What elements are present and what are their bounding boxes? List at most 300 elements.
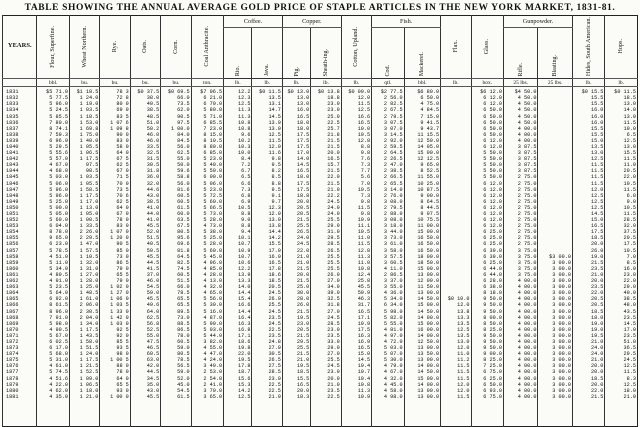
table-cell: 1 21.0 [79, 393, 99, 400]
table-cell: 10.8 [357, 265, 371, 272]
table-cell: 2 75.0 [517, 235, 537, 242]
table-cell: 14.5 [623, 320, 636, 327]
table-cell: 5 30.0 [383, 357, 403, 364]
table-cell: 23.5 [268, 332, 281, 339]
table-cell: 1834 [6, 107, 19, 114]
table-cell: 1 17.5 [79, 326, 99, 333]
unit-cell: bbl. [37, 79, 69, 87]
table-cell: 16.0 [623, 265, 636, 272]
table-cell: 78.0 [177, 332, 190, 339]
table-cell: 1837 [6, 125, 19, 132]
table-cell: 5 34.0 [383, 296, 403, 303]
table-cell: 3 37.0 [383, 278, 403, 285]
table-cell: 24.5 [268, 308, 281, 315]
table-cell: 19.9 [357, 320, 371, 327]
table-cell: 1 17.5 [79, 192, 99, 199]
table-cell: 28.0 [296, 296, 310, 303]
cotton-label: Cotton, Upland. [352, 26, 360, 67]
table-cell: 21.0 [327, 186, 340, 193]
table-cell: 5 23.0 [203, 156, 223, 163]
table-cell: 65 5 [116, 381, 129, 388]
data-row [3, 87, 638, 427]
table-cell: 12.5 [623, 381, 636, 388]
flax-values [441, 89, 470, 400]
table-cell: 2 65.5 [383, 180, 403, 187]
table-cell: 13 00.0 [417, 271, 440, 278]
table-cell: 11 00.0 [417, 223, 440, 230]
table-cell: 11.5 [457, 375, 470, 382]
table-cell: 2 26.5 [383, 156, 403, 163]
table-cell: 3 82.0 [203, 338, 223, 345]
table-cell: 79 0 [116, 265, 129, 272]
table-cell: 6 23.0 [49, 241, 68, 248]
table-cell: 15.0 [590, 137, 604, 144]
table-cell: 19.5 [590, 332, 604, 339]
table-cell: 45.5 [146, 393, 160, 400]
table-cell: 1 05.5 [79, 143, 99, 150]
table-cell: 56.8 [146, 320, 160, 327]
table-cell: 3 75.0 [517, 271, 537, 278]
table-cell: 1854 [6, 229, 19, 236]
table-cell: 16.5 [327, 156, 340, 163]
table-cell: 1 58.0 [79, 338, 99, 345]
table-cell: 5 06.0 [203, 180, 223, 187]
table-cell: 16.0 [268, 253, 281, 260]
table-cell: 6 50.0 [483, 125, 502, 132]
table-cell: 28.5 [268, 369, 281, 376]
rio-values [224, 89, 251, 400]
table-cell: 15.5 [590, 95, 604, 102]
table-cell: 12.5 [357, 107, 371, 114]
table-cell: 24.5 [296, 241, 310, 248]
table-cell: 13.3 [457, 314, 470, 321]
table-cell: 1842 [6, 156, 19, 163]
years-label: YEARS. [7, 42, 32, 50]
table-cell: 9 50.0 [483, 338, 502, 345]
table-cell: 6.5 [241, 174, 251, 181]
table-cell: 6 28.0 [483, 278, 502, 285]
table-cell: 92 5 [116, 326, 129, 333]
table-cell: 1 48.5 [79, 290, 99, 297]
table-cell: 38.5 [146, 198, 160, 205]
table-cell: 45.5 [146, 223, 160, 230]
cotton-values [342, 89, 371, 400]
table-cell: 29.5 [623, 351, 636, 358]
table-cell: 1 07 0 [110, 229, 129, 236]
table-cell: 88.5 [177, 320, 190, 327]
table-cell: 4 67.0 [383, 369, 403, 376]
table-cell: 1861 [6, 271, 19, 278]
table-cell: 6 85.5 [203, 119, 223, 126]
table-cell: 5 50.0 [483, 168, 502, 175]
table-cell: 20.0 [590, 241, 604, 248]
table-cell: 10.1 [238, 235, 251, 242]
table-cell: 1 24.0 [79, 95, 99, 102]
table-cell: 98 0 [116, 351, 129, 358]
fish-group: Fish. [372, 16, 441, 28]
table-cell: 29.0 [623, 284, 636, 291]
table-cell: 3 00.0 [552, 302, 571, 309]
table-cell: 1 32.0 [79, 259, 99, 266]
table-cell: 9 00.0 [420, 192, 440, 199]
table-cell: 1876 [6, 363, 19, 370]
table-cell: 3 00.0 [552, 290, 571, 297]
table-cell: 44.6 [146, 186, 160, 193]
table-cell: 6 25.0 [483, 259, 502, 266]
table-cell: 70 0 [116, 180, 129, 187]
table-cell: 6 50.0 [420, 95, 440, 102]
table-cell: 10.6 [238, 259, 251, 266]
table-cell: 6 25.0 [483, 375, 502, 382]
glass-label: Glass. [483, 38, 491, 55]
table-cell: 2 41.0 [203, 381, 223, 388]
rio-label: Rio. [234, 65, 241, 77]
table-cell: 46.0 [146, 131, 160, 138]
table-cell: 1871 [6, 332, 19, 339]
table-cell: 43.0 [146, 192, 160, 199]
table-cell: 85 0 [116, 247, 129, 254]
table-cell: 17.5 [590, 229, 604, 236]
table-cell: 4 00.0 [517, 131, 537, 138]
table-cell: 4 00.0 [517, 338, 537, 345]
table-cell: 18.5 [268, 278, 281, 285]
table-cell: 16.5 [296, 168, 310, 175]
table-cell: 55.0 [146, 332, 160, 339]
years-column [3, 87, 37, 427]
table-cell: 3 57.5 [383, 253, 403, 260]
table-cell: 97.5 [177, 119, 190, 126]
table-cell: 21.5 [296, 217, 310, 224]
table-cell: 15 00.0 [417, 302, 440, 309]
table-cell: 1 21.5 [79, 363, 99, 370]
cod-label: Cod. [384, 64, 391, 77]
table-cell: 2 67.5 [383, 107, 403, 114]
table-cell: 5 24.5 [49, 107, 68, 114]
table-cell: 9 50.0 [483, 308, 502, 315]
table-cell: 4 50.0 [517, 107, 537, 114]
table-cell: 21.5 [590, 259, 604, 266]
table-cell: 2 75.0 [517, 217, 537, 224]
table-cell: 4 51.6 [49, 375, 68, 382]
table-cell: 9.0 [241, 217, 251, 224]
table-cell: 15 00.0 [417, 265, 440, 272]
table-cell: 20.5 [296, 204, 310, 211]
wheat-label: Wheat Northern. [80, 25, 88, 68]
table-cell: 19.0 [590, 253, 604, 260]
table-cell: 90 0 [116, 131, 129, 138]
table-cell: 4 00.0 [517, 369, 537, 376]
table-cell: 1 69.8 [79, 125, 99, 132]
table-cell: 6 25.0 [483, 235, 502, 242]
coal-column [191, 87, 223, 427]
table-cell: 6 39.0 [483, 253, 502, 260]
table-cell: 51.5 [146, 235, 160, 242]
table-cell: 9.5 [271, 186, 281, 193]
table-cell: 9.8 [360, 150, 371, 157]
table-cell: 34.0 [327, 284, 340, 291]
table-cell: 4 50.0 [517, 119, 537, 126]
table-cell: 11.5 [268, 137, 281, 144]
table-cell: 16.8 [238, 326, 251, 333]
table-cell: 48.5 [146, 113, 160, 120]
table-cell: 46.0 [146, 137, 160, 144]
table-cell: 8 25.0 [483, 326, 502, 333]
table-cell: 10.5 [357, 186, 371, 193]
table-cell: 1 17.0 [79, 198, 99, 205]
table-cell: 21.0 [327, 381, 340, 388]
table-cell: 12.5 [238, 101, 251, 108]
table-cell: 10.4 [357, 375, 371, 382]
table-cell: 9 50.0 [483, 332, 502, 339]
table-cell: 9.4 [241, 229, 251, 236]
table-cell: 26.0 [268, 296, 281, 303]
table-cell: 16.5 [590, 223, 604, 230]
table-cell: 23.0 [327, 326, 340, 333]
table-cell: 3 00.0 [552, 314, 571, 321]
table-cell: 64 0 [116, 375, 129, 382]
table-cell: 92 0 [116, 332, 129, 339]
table-cell: 2 79.5 [383, 204, 403, 211]
table-cell: 6 50.0 [483, 131, 502, 138]
table-cell: 17.5 [296, 137, 310, 144]
table-cell: 3 00.0 [552, 357, 571, 364]
table-cell: 24.5 [327, 314, 340, 321]
hides-label: Hides, South American. [584, 17, 592, 77]
table-cell: 5 96.0 [49, 101, 68, 108]
table-cell: 4 81.0 [383, 326, 403, 333]
table-cell: 11.5 [590, 168, 604, 175]
table-cell: 1865 [6, 296, 19, 303]
table-cell: 5 29.5 [49, 143, 68, 150]
table-cell: 4 24.0 [203, 357, 223, 364]
table-cell: 50.5 [146, 247, 160, 254]
table-cell: 5 60.0 [49, 217, 68, 224]
table-cell: 37.5 [623, 229, 636, 236]
table-cell: 14.4 [238, 290, 251, 297]
table-cell: 11.3 [357, 253, 371, 260]
table-cell: 33.5 [146, 143, 160, 150]
table-cell: 1 06.5 [79, 150, 99, 157]
table-cell: 2 29.5 [79, 235, 99, 242]
table-cell: 21.5 [327, 137, 340, 144]
table-cell: 5 71.0 [203, 113, 223, 120]
table-cell: 14 50.0 [417, 369, 440, 376]
table-cell: 8.5 [271, 174, 281, 181]
table-cell: 3 00.0 [552, 259, 571, 266]
table-cell: 13.5 [457, 320, 470, 327]
wheat-header [69, 16, 99, 79]
table-cell: 19.0 [590, 326, 604, 333]
table-cell: 56.0 [177, 143, 190, 150]
table-cell: 12.8 [357, 247, 371, 254]
table-cell: 18.0 [623, 387, 636, 394]
oats-header [130, 16, 160, 79]
table-cell: 20.5 [623, 235, 636, 242]
table-cell: 29.0 [327, 345, 340, 352]
table-cell: 24.5 [327, 198, 340, 205]
table-cell: 1 24.0 [79, 351, 99, 358]
unit-cell: lb. [252, 79, 282, 87]
table-cell: 22.0 [590, 387, 604, 394]
table-cell: 6 12.0 [483, 95, 502, 102]
table-cell: 6 00.0 [203, 174, 223, 181]
table-cell: 16.6 [238, 302, 251, 309]
table-cell: 8.3 [626, 375, 636, 382]
table-cell: 25.7 [327, 125, 340, 132]
table-cell: 6 12.0 [483, 192, 502, 199]
table-cell: $6 80.0 [417, 89, 440, 96]
table-cell: 16.5 [357, 308, 371, 315]
table-cell: 20.0 [327, 150, 340, 157]
table-cell: 12.4 [357, 271, 371, 278]
table-cell: 59.0 [177, 345, 190, 352]
table-cell: 1858 [6, 253, 19, 260]
table-cell: 13 00.0 [417, 345, 440, 352]
table-cell: 2 75.0 [517, 204, 537, 211]
table-cell: 4 50.0 [517, 95, 537, 102]
table-cell: 1851 [6, 211, 19, 217]
rifle-header [503, 28, 537, 79]
table-cell: 17.5 [296, 143, 310, 150]
table-cell: 32.0 [146, 180, 160, 187]
table-cell: 13.5 [457, 332, 470, 339]
table-cell: 9 65.0 [49, 235, 68, 242]
table-cell: 15.5 [623, 150, 636, 157]
table-cell: 21.5 [327, 168, 340, 175]
table-cell: 48.0 [623, 302, 636, 309]
table-cell: 21.8 [327, 131, 340, 138]
table-cell: 31.5 [146, 156, 160, 163]
unit-cell: bu. [69, 79, 99, 87]
table-cell: 7.0 [360, 180, 371, 187]
table-cell: 12.3 [238, 95, 251, 102]
table-cell: 8 15.0 [203, 131, 223, 138]
table-cell: 22.0 [623, 174, 636, 181]
table-cell: 1 27 0 [110, 290, 129, 297]
table-cell: 51.5 [177, 278, 190, 285]
table-cell: 60.5 [177, 192, 190, 199]
table-cell: 66.0 [177, 95, 190, 102]
table-cell: 4 00.0 [517, 387, 537, 394]
table-cell: 3 18.0 [383, 223, 403, 230]
table-cell: 6 21.0 [203, 95, 223, 102]
table-cell: 5 30.0 [203, 302, 223, 309]
rifle-column [503, 87, 537, 427]
table-cell: 4 00.0 [517, 314, 537, 321]
table-cell: 6.6 [241, 180, 251, 187]
table-cell: 24.5 [327, 363, 340, 370]
table-cell: 1 57.5 [79, 247, 99, 254]
table-cell: 11.5 [357, 241, 371, 248]
table-cell: 13.9 [238, 271, 251, 278]
table-cell: 46.0 [146, 278, 160, 285]
table-cell: 38.5 [146, 107, 160, 114]
table-cell: 10.9 [357, 217, 371, 224]
table-cell: 12.5 [238, 393, 251, 400]
table-cell: 29.0 [327, 223, 340, 230]
table-cell: 1 00 5 [110, 357, 129, 364]
table-cell: 25.8 [357, 278, 371, 285]
table-cell: $0 37.5 [137, 89, 160, 96]
table-cell: 1881 [6, 393, 19, 400]
table-cell: 41.5 [146, 265, 160, 272]
table-cell: 5 85.5 [49, 113, 68, 120]
table-cell: 15.6 [238, 375, 251, 382]
table-cell: 2 04.0 [79, 314, 99, 321]
table-cell: 3 87.5 [517, 156, 537, 163]
table-cell: 11 55.0 [417, 174, 440, 181]
table-cell: 13.0 [296, 101, 310, 108]
table-cell: 18.7 [238, 369, 251, 376]
table-cell: 1 27.0 [79, 271, 99, 278]
table-cell: 5 40.0 [203, 162, 223, 169]
table-cell: 88 0 [116, 363, 129, 370]
table-cell: 12.0 [590, 186, 604, 193]
table-cell: 6 85.0 [203, 150, 223, 157]
table-cell: 4 00.0 [517, 326, 537, 333]
table-cell: 13.0 [296, 95, 310, 102]
table-cell: 83 0 [116, 223, 129, 230]
pig-values [283, 89, 310, 400]
table-cell: 4 00.0 [517, 393, 537, 400]
table-cell: 1869 [6, 320, 19, 327]
table-cell: 9.1 [271, 192, 281, 199]
table-cell: 65.5 [177, 302, 190, 309]
table-cell: 3 55.0 [383, 284, 403, 291]
table-cell: 2 75.0 [517, 192, 537, 199]
table-cell: 21.0 [623, 393, 636, 400]
table-cell: 1867 [6, 308, 19, 315]
table-cell: 62.5 [146, 314, 160, 321]
table-cell: 4 36.0 [383, 290, 403, 297]
table-cell: 6.8 [241, 192, 251, 199]
table-cell: 64.5 [177, 253, 190, 260]
table-cell: 16.5 [268, 259, 281, 266]
table-cell: 11.3 [357, 387, 371, 394]
table-cell: 3 08.0 [383, 217, 403, 224]
table-cell: 5 23.0 [203, 186, 223, 193]
table-cell: 4 00.0 [517, 357, 537, 364]
table-cell: 30.5 [146, 162, 160, 169]
table-cell: 4 00.0 [517, 332, 537, 339]
table-cell: 5 98.0 [49, 320, 68, 327]
table-cell: 11.3 [238, 113, 251, 120]
table-cell: 24.5 [268, 320, 281, 327]
table-cell: 51.0 [623, 338, 636, 345]
table-cell: 6 12.0 [483, 186, 502, 193]
table-cell: 67 0 [116, 168, 129, 175]
table-cell: 1 61.0 [79, 296, 99, 303]
sheathing-column [311, 87, 341, 427]
table-cell: 3 00.0 [552, 351, 571, 358]
table-cell: 5 03.0 [203, 326, 223, 333]
table-cell: 6 12.0 [483, 198, 502, 205]
table-cell: 37.0 [146, 271, 160, 278]
table-cell: 2 75.0 [517, 186, 537, 193]
table-cell: 18.0 [590, 314, 604, 321]
table-cell: 16.5 [296, 381, 310, 388]
table-cell: 14 50.0 [417, 308, 440, 315]
table-cell: 5 55.6 [49, 150, 68, 157]
glass-column [471, 87, 503, 427]
table-cell: 7 25.0 [483, 363, 502, 370]
table-cell: 1833 [6, 101, 19, 108]
oats-label: Oats. [141, 40, 149, 53]
table-cell: 5 57.0 [49, 156, 68, 163]
table-cell: 78 0 [116, 217, 129, 224]
table-cell: 11.5 [590, 174, 604, 181]
table-cell: $0 11.5 [614, 89, 636, 96]
